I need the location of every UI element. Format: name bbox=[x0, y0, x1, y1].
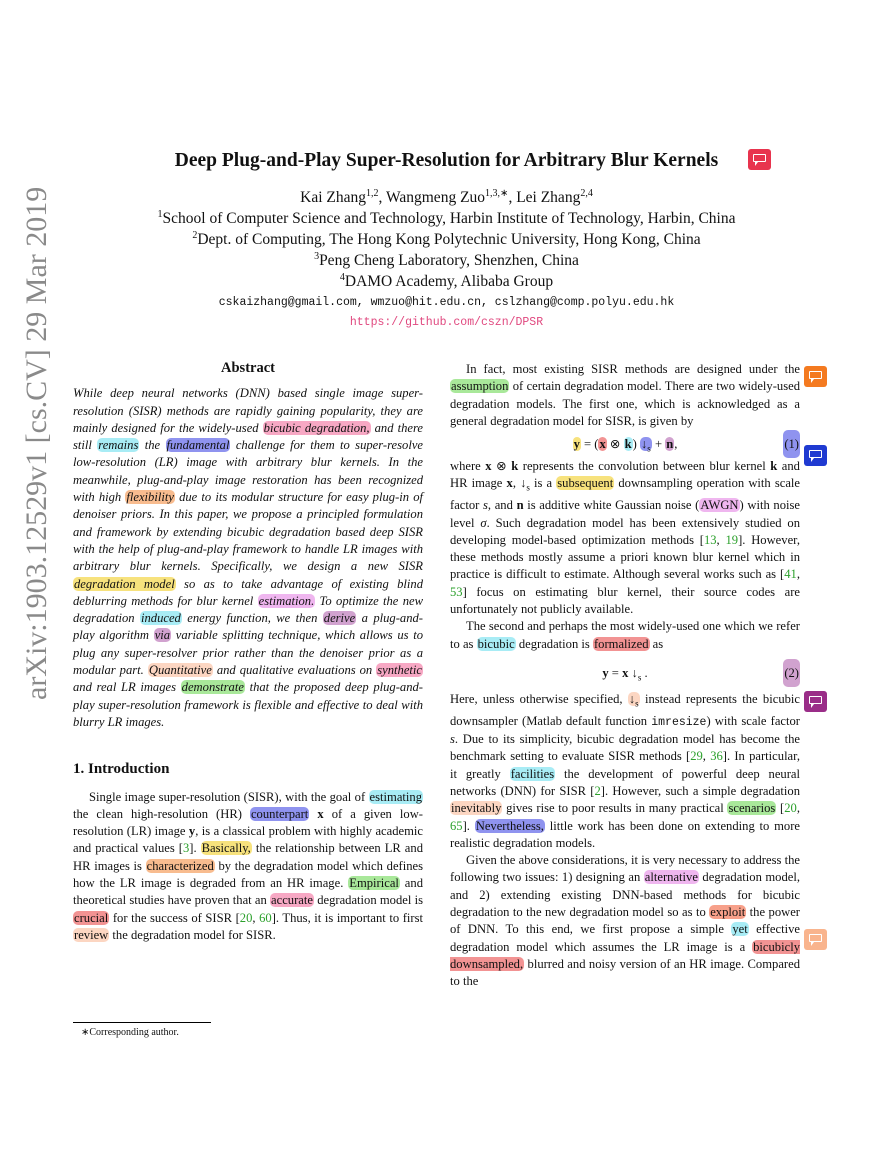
right-column bbox=[450, 361, 800, 991]
emails: cskaizhang@gmail.com, wmzuo@hit.edu.cn, cslzhang@comp.polyu.edu.hk bbox=[218, 296, 675, 309]
abstract-heading: Abstract bbox=[221, 360, 275, 376]
comment-icon[interactable] bbox=[804, 929, 827, 950]
intro-heading: 1. Introduction bbox=[73, 761, 170, 778]
comment-icon[interactable] bbox=[748, 149, 771, 170]
equation-1: y = (x ⊗ k) $↓_s + n$, (1) bbox=[450, 430, 800, 458]
footnote: ∗Corresponding author. bbox=[81, 1027, 179, 1038]
paragraph-3: The second and perhaps the most widely-used one which we refer to as bicubic degradation is formalized as bbox=[450, 619, 800, 651]
equation-2-number: (2) bbox=[783, 659, 800, 687]
abstract-text: While deep neural networks (DNN) based single image super-resolution (SISR) methods are rapidly gaining popularity, they are mainly designed for the widely-used bicubic degradation, and there still remains the fundamental challenge for them to super-resolve low-resolution (LR) image with arbitrary blur kernels. In the meanwhile, plug-and-play image restoration has been recognized with high flexibility due to its modular structure for easy plug-in of denoiser priors. In this paper, we propose a principled formulation and framework by extending bicubic degradation based deep SISR with the help of plug-and-play framework to handle LR images with arbitrary blur kernels. Specifically, we design a new SISR degradation model so as to take advantage of existing blind deblurring methods for blur kernel estimation. To optimize the new degradation induced energy function, we then derive a plug-and-play algorithm via variable splitting technique, which allows us to plug any super-resolver prior rather than the denoiser prior as a modular part. Quantitative and qualitative evaluations on synthetic and real LR images demonstrate that the proposed deep plug-and-play super-resolution framework is flexible and effective to deal with blurry LR images. bbox=[73, 386, 424, 729]
equation-1-number: (1) bbox=[783, 430, 800, 458]
affiliation-1: $^1$School of Computer Science and Technology, Harbin Institute of Technology, Harbin, China bbox=[157, 209, 736, 228]
intro-paragraph: Single image super-resolution (SISR), with the goal of estimating the clean high-resolution (HR) counterpart x of a given low-resolution (LR) image y, is a classical problem with highly academic and practical values [3]. Basically, the relationship between LR and HR images is characterized by the degradation model which defines how the LR image is degraded from an HR image. Empirical and theoretical studies have proven that an accurate degradation model is crucial for the success of SISR [20, 60]. Thus, it is important to first review the degradation model for SISR. bbox=[73, 789, 424, 942]
affiliation-2: $^2$Dept. of Computing, The Hong Kong Polytechnic University, Hong Kong, China bbox=[192, 230, 701, 249]
affiliation-3: $^3$Peng Cheng Laboratory, Shenzhen, China bbox=[314, 251, 579, 270]
authors: Kai Zhang$^{1,2}$, Wangmeng Zuo$^{1,3,∗}$, Lei Zhang$^{2,4}$ bbox=[300, 188, 593, 207]
footnote-rule bbox=[73, 1022, 211, 1023]
left-column bbox=[73, 360, 423, 944]
paragraph-2: where x ⊗ k represents the convolution between blur kernel k and HR image x, $↓_s$ is a subsequent downsampling operation with scale factor s, and n is additive white Gaussian noise (AWGN) with noise level σ. Such degradation model has been extensively studied on developing model-based optimization methods [13, 19]. However, these methods mostly assume a priori known blur kernel which in practice is difficult to estimate. Although several works such as [41, 53] focus on estimating blur kernel, their source codes are unfortunately not publicly available. bbox=[450, 459, 800, 617]
equation-2: y = x $↓_s$ . (2) bbox=[450, 659, 800, 687]
repo-link[interactable]: https://github.com/cszn/DPSR bbox=[349, 316, 544, 329]
paragraph-4: Here, unless otherwise specified, $↓_s$ instead represents the bicubic downsampler (Matlab default function imresize) with scale factor s. Due to its simplicity, bicubic degradation model has become the benchmark setting to evaluate SISR methods [29, 36]. In particular, it greatly facilities the development of powerful deep neural networks (DNN) for SISR [2]. However, such a simple degradation inevitably gives rise to poor results in many practical scenarios [20, 65]. Nevertheless, little work has been done on extending to more realistic degradation models. bbox=[450, 691, 801, 850]
comment-icon[interactable] bbox=[804, 691, 827, 712]
comment-icon[interactable] bbox=[804, 366, 827, 387]
paragraph-1: In fact, most existing SISR methods are designed under the assumption of certain degradation model. There are two widely-used degradation models. The first one, which is acknowledged as a general degradation model for SISR, is given by bbox=[450, 362, 800, 428]
paragraph-5: Given the above considerations, it is very necessary to address the following two issues: 1) designing an alternative degradation model, and 2) extending existing DNN-based methods for bicubic degradation to the new degradation model so as to exploit the power of DNN. To this end, we first propose a simple yet effective degradation model which assumes the LR image is a bicubicly downsampled, blurred and noisy version of an HR image. Compared to the bbox=[450, 853, 800, 989]
arxiv-identifier: arXiv:1903.12529v1 [cs.CV] 29 Mar 2019 bbox=[20, 186, 53, 700]
paper-title: Deep Plug-and-Play Super-Resolution for Arbitrary Blur Kernels bbox=[174, 150, 719, 171]
affiliation-4: $^4$DAMO Academy, Alibaba Group bbox=[339, 272, 554, 291]
comment-icon[interactable] bbox=[804, 445, 827, 466]
